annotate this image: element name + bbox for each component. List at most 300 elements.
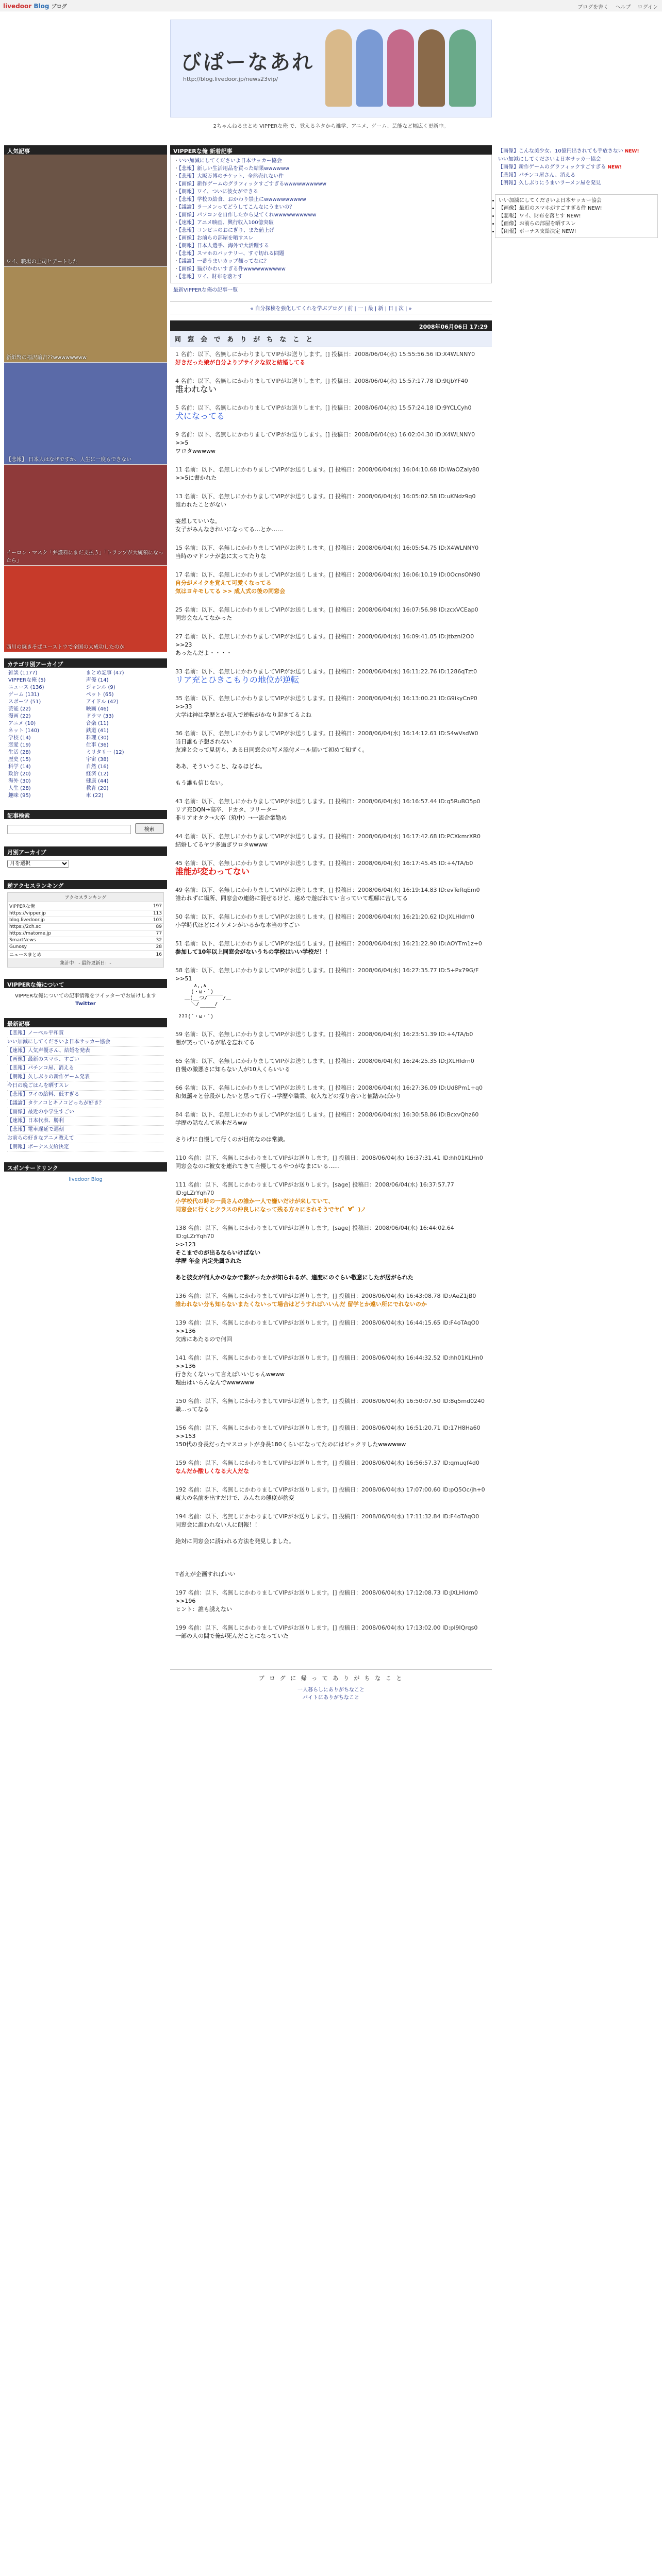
recent-article-link[interactable]: 【議論】タケノコとキノコどっちが好き？ bbox=[7, 1099, 164, 1108]
thread-post bbox=[175, 1354, 487, 1387]
main-content bbox=[170, 145, 492, 1702]
post-meta: 197 名前：以下、名無しにかわりましてVIPがお送りします。[] 投稿日：2008/06/04(水) 17:12:08.73 ID:JXLHldrn0 bbox=[175, 1589, 478, 1596]
post-text: 小学時代ほどにイケメンがいるかな本当のすごい bbox=[175, 922, 300, 928]
blog-title: びぱーなあれ bbox=[181, 50, 314, 74]
right-article-title: いい加減にしてくださいよ日本サッカー協会 bbox=[498, 157, 601, 162]
news-article-link[interactable]: ・ 【悲報】コンビニのおにぎり、また値上げ bbox=[174, 227, 488, 234]
post-text bbox=[175, 509, 487, 517]
post-text: 当時のマドンナが急に太ってたりな bbox=[175, 553, 266, 560]
post-meta: 33 名前：以下、名無しにかわりましてVIPがお送りします。[] 投稿日：2008/06/04(水) 16:11:22.76 ID:1286qTzt0 bbox=[175, 668, 477, 675]
thread-post bbox=[175, 1589, 487, 1614]
new-badge: NEW! bbox=[606, 165, 622, 170]
news-article-link[interactable]: ・ 【悲報】新しい生活用品を買った結果wwwwww bbox=[174, 165, 488, 173]
post-meta: 4 名前：以下、名無しにかわりましてVIPがお送りします。[] 投稿日：2008/06/04(水) 15:57:17.78 ID:9tjbYF40 bbox=[175, 378, 468, 384]
recent-article-link[interactable]: 【朗報】ボーナス支給決定 bbox=[7, 1143, 164, 1152]
thread-post bbox=[175, 1224, 487, 1282]
monthly-archive bbox=[4, 856, 167, 872]
post-text: 犬になってる bbox=[175, 411, 225, 421]
thread-post bbox=[175, 1319, 487, 1344]
post-meta: 192 名前：以下、名無しにかわりましてVIPがお送りします。[] 投稿日：2008/06/04(水) 17:07:00.60 ID:pQ5Oc/jh+0 bbox=[175, 1486, 485, 1493]
blog-url: http://blog.livedoor.jp/news23vip/ bbox=[183, 76, 278, 82]
post-meta: 5 名前：以下、名無しにかわりましてVIPがお送りします。[] 投稿日：2008/06/04(水) 15:57:24.18 ID:9YCLCyh0 bbox=[175, 404, 472, 411]
blog-header-banner[interactable] bbox=[170, 20, 492, 117]
related-heading: ブ ロ グ に 帰 っ て あ り が ち な こ と bbox=[170, 1669, 492, 1686]
ranking-row bbox=[8, 902, 163, 910]
recent-article-link[interactable]: お前らの好きなアニメ教えて bbox=[7, 1134, 164, 1143]
right-article-title: 【朗報】久しぶりにうまいラーメン屋を発見 bbox=[498, 180, 601, 186]
twitter-link[interactable]: Twitter bbox=[75, 1001, 96, 1007]
post-meta: 141 名前：以下、名無しにかわりましてVIPがお送りします。[] 投稿日：2008/06/04(水) 16:44:32.52 ID:hh01KLHn0 bbox=[175, 1354, 483, 1361]
character-illustration bbox=[449, 29, 476, 107]
archive-category-link[interactable]: スポーツ (51) bbox=[8, 699, 41, 705]
thread-post bbox=[175, 730, 487, 787]
post-meta: 138 名前：以下、名無しにかわりましてVIPがお送りします。[sage] 投稿日：2008/06/04(水) 16:44:02.64 ID:gLZrYqh70 bbox=[175, 1225, 454, 1240]
post-text: 150代の身長だったマスコットが身長180くらいになってたのにはビックリしたwwwwww bbox=[175, 1441, 406, 1448]
thread-post bbox=[175, 1459, 487, 1476]
thread-post bbox=[175, 1424, 487, 1449]
post-text: >>5に書かれた bbox=[175, 474, 217, 481]
post-text: 欠席にあたるので何回 bbox=[175, 1336, 232, 1343]
post-text: 自慢の激悪さに知らない人が10人くらいいる bbox=[175, 1066, 290, 1073]
thread-post bbox=[175, 1397, 487, 1414]
archive-row bbox=[7, 742, 164, 749]
post-text: 女子がみんなきれいになってる…とか…… bbox=[175, 526, 283, 533]
post-text: 誰われない分も知らないまたくないって場合はどうすればいいんだ 留学とか遠い所にでれないのか bbox=[175, 1301, 427, 1308]
thread-post bbox=[175, 859, 487, 876]
right-article-title: 【朗報】ボーナス支給決定 bbox=[499, 229, 560, 234]
post-text: 誰能が変わってない bbox=[175, 867, 250, 876]
thread-post bbox=[175, 571, 487, 596]
ranking-site-link[interactable]: https://matome.jp bbox=[8, 930, 143, 937]
popular-article-thumb[interactable]: 西川の焼きそばユーストウで全国の大成功したのか bbox=[4, 566, 167, 652]
right-article-title: いい加減にしてくださいよ日本サッカー協会 bbox=[499, 198, 602, 204]
right-news-box bbox=[495, 194, 658, 238]
recent-articles-heading: 最新記事 bbox=[4, 1018, 167, 1027]
post-text: もう誰も信じない。 bbox=[175, 779, 226, 786]
twitter-heading: VIPPERな俺について bbox=[4, 979, 167, 988]
news-article-link[interactable]: ・ 【悲報】学校の給食、おかわり禁止にwwwwwwwwww bbox=[174, 196, 488, 204]
archive-category-link[interactable]: VIPPERな俺 (5) bbox=[8, 677, 46, 683]
thread-post bbox=[175, 798, 487, 822]
ranking-row bbox=[8, 937, 163, 944]
blog-subtitle: 2ちゃんねるまとめ VIPPERな俺 で、覚えるネタから雑学、アニメ、ゲーム、芸能など幅広く更新中。 bbox=[213, 124, 449, 129]
news-article-link[interactable]: ・ 【議論】ラーメンってどうしてこんなにうまいの？ bbox=[174, 204, 488, 211]
help-link[interactable]: ヘルプ bbox=[615, 5, 631, 10]
access-ranking-heading: 逆アクセスランキング bbox=[4, 880, 167, 889]
post-text: 同窓会なのに彼女を連れてきて自慢してるやつがなまにいる…… bbox=[175, 1163, 340, 1170]
post-meta: 25 名前：以下、名無しにかわりましてVIPがお送りします。[] 投稿日：2008/06/04(水) 16:07:56.98 ID:zcxVCEap0 bbox=[175, 606, 478, 613]
news-article-link[interactable]: ・ いい加減にしてくださいよ日本サッカー協会 bbox=[174, 157, 488, 165]
article-search bbox=[4, 819, 167, 838]
right-article-link[interactable] bbox=[498, 156, 655, 163]
archive-category-link[interactable]: ジャンル (9) bbox=[86, 685, 115, 690]
right-article-link[interactable] bbox=[499, 197, 654, 205]
thread-post bbox=[175, 833, 487, 849]
post-text: 気はヨキモしてる >> 成人式の後の同窓会 bbox=[175, 588, 286, 595]
popular-article-thumb[interactable]: ワイ、職場の上司とデートした bbox=[4, 155, 167, 267]
recent-article-link[interactable]: 【悲報】電車遅延で遅刻 bbox=[7, 1126, 164, 1134]
post-text: 和気藹々と普段がしたいと思って行く→学歴や職業、収入などの探り合いと値踏みばかり bbox=[175, 1093, 402, 1099]
archive-category-link[interactable]: 宇宙 (38) bbox=[86, 757, 109, 762]
post-meta: 15 名前：以下、名無しにかわりましてVIPがお送りします。[] 投稿日：2008/06/04(水) 16:05:54.75 ID:X4WLNNY0 bbox=[175, 545, 479, 551]
recent-article-link[interactable]: 【画像】最新のスマホ、すごい bbox=[7, 1056, 164, 1064]
news-article-link[interactable]: ・ 【画像】猫がかわいすぎる件wwwwwwwwww bbox=[174, 265, 488, 273]
post-text: >>23 bbox=[175, 641, 192, 648]
archive-category-link[interactable]: 学校 (14) bbox=[8, 735, 31, 741]
post-text: >>33 bbox=[175, 703, 192, 710]
thread-post bbox=[175, 493, 487, 534]
post-meta: 199 名前：以下、名無しにかわりましてVIPがお送りします。[] 投稿日：2008/06/04(水) 17:13:02.00 ID:pl9IQrqs0 bbox=[175, 1624, 478, 1631]
thread-post bbox=[175, 1292, 487, 1309]
post-text: 誰われずに場所、同窓会の連絡に混ぜるけど、遠めで遊ばれてい言っていて理解に苦してる bbox=[175, 895, 408, 902]
thread-post bbox=[175, 668, 487, 684]
entry-body bbox=[170, 347, 492, 1654]
character-illustration bbox=[418, 29, 445, 107]
post-text: 同窓会なんてなかった bbox=[175, 615, 232, 621]
post-meta: 45 名前：以下、名無しにかわりましてVIPがお送りします。[] 投稿日：2008/06/04(水) 16:17:45.45 ID:+4/TA/b0 bbox=[175, 860, 473, 867]
archive-category-link[interactable]: 経済 (12) bbox=[86, 771, 109, 777]
ranking-count: 197 bbox=[143, 902, 163, 910]
livedoor-topbar bbox=[0, 0, 662, 11]
archive-row bbox=[7, 706, 164, 713]
archive-category-link[interactable]: 恋愛 (19) bbox=[8, 742, 31, 748]
ranking-site-link[interactable]: VIPPERな俺 bbox=[8, 902, 143, 910]
ranking-count: 28 bbox=[143, 944, 163, 951]
archive-category-link[interactable]: 人生 (28) bbox=[8, 786, 31, 791]
archive-category-link[interactable]: 生活 (28) bbox=[8, 750, 31, 755]
thread-post bbox=[175, 1513, 487, 1579]
post-meta: 65 名前：以下、名無しにかわりましてVIPがお送りします。[] 投稿日：2008/06/04(水) 16:24:25.35 ID:JXLHldrn0 bbox=[175, 1058, 474, 1064]
thread-post bbox=[175, 913, 487, 929]
ranking-count: 16 bbox=[143, 951, 163, 959]
thread-post bbox=[175, 1030, 487, 1047]
livedoor-logo[interactable]: livedoor Blog ブログ bbox=[3, 3, 67, 10]
archive-row bbox=[7, 677, 164, 684]
ranking-row bbox=[8, 924, 163, 930]
character-illustration bbox=[325, 29, 352, 107]
popular-article-thumb[interactable]: イーロン・マスク「弁護料にまだ支払う」「トランプが大統領になったら」 bbox=[4, 465, 167, 566]
ranking-footer: 集計中：- 最終更新日：- bbox=[8, 958, 163, 967]
ranking-title: アクセスランキング bbox=[8, 893, 163, 902]
article-search-heading: 記事検索 bbox=[4, 810, 167, 819]
thread-post bbox=[175, 967, 487, 1020]
archive-category-link[interactable]: 鉄道 (41) bbox=[86, 728, 109, 734]
archive-row bbox=[7, 720, 164, 727]
recent-article-link[interactable]: 【画像】最近の小学生すごい bbox=[7, 1108, 164, 1117]
new-badge: NEW! bbox=[586, 206, 602, 211]
archive-row bbox=[7, 756, 164, 764]
right-article-link[interactable] bbox=[499, 220, 654, 228]
right-article-title: 【悲報】パチンコ屋さん、消える bbox=[498, 173, 576, 178]
post-text: 行きたくないって言えばいいじゃんwwww bbox=[175, 1371, 285, 1378]
post-text bbox=[175, 1546, 487, 1554]
post-meta: 11 名前：以下、名無しにかわりましてVIPがお送りします。[] 投稿日：2008/06/04(水) 16:04:10.68 ID:WaOZaly80 bbox=[175, 466, 479, 473]
archive-row bbox=[7, 670, 164, 677]
archive-category-link[interactable]: 海外 (30) bbox=[8, 778, 31, 784]
post-text bbox=[175, 1562, 487, 1570]
post-text: 当日誰も予想されない bbox=[175, 738, 232, 745]
archive-category-link[interactable]: まとめ記事 (47) bbox=[86, 670, 124, 676]
archive-category-link[interactable]: ミリタリー (12) bbox=[86, 750, 124, 755]
post-text: 学歴の話なんて基本だろww bbox=[175, 1120, 247, 1126]
character-illustration bbox=[356, 29, 383, 107]
archive-category-link[interactable]: ペット (65) bbox=[86, 692, 114, 698]
archive-row bbox=[7, 691, 164, 699]
thread-post bbox=[175, 377, 487, 394]
post-meta: 49 名前：以下、名無しにかわりましてVIPがお送りします。[] 投稿日：2008/06/04(水) 16:19:14.83 ID:evTeRqEm0 bbox=[175, 887, 480, 893]
right-article-title: 【悲報】ワイ、財布を落とす bbox=[499, 213, 565, 219]
post-text: 非リアオタク→大卒（筑中）→一流企業勤め bbox=[175, 815, 287, 821]
recent-article-link[interactable]: いい加減にしてくださいよ日本サッカー協会 bbox=[7, 1038, 164, 1047]
post-text: 自分がメイクを覚えて可愛くなってる bbox=[175, 580, 272, 586]
post-text: >>136 bbox=[175, 1363, 196, 1369]
archive-category-link[interactable]: 健康 (44) bbox=[86, 778, 109, 784]
post-text: さりげに自慢して行くのが目的なのは常識。 bbox=[175, 1136, 289, 1143]
post-meta: 66 名前：以下、名無しにかわりましてVIPがお送りします。[] 投稿日：2008/06/04(水) 16:27:36.09 ID:Ud8Pm1+q0 bbox=[175, 1084, 483, 1091]
news-article-link[interactable]: ・ 【悲報】スマホのバッテリー、すぐ切れる問題 bbox=[174, 250, 488, 258]
archive-category-link[interactable]: 料理 (30) bbox=[86, 735, 109, 741]
ranking-row bbox=[8, 917, 163, 924]
post-text: >>51 bbox=[175, 975, 192, 982]
archive-row bbox=[7, 792, 164, 800]
right-sidebar bbox=[495, 145, 658, 238]
post-text: 誰われない bbox=[175, 384, 217, 394]
post-meta: 50 名前：以下、名無しにかわりましてVIPがお送りします。[] 投稿日：2008/06/04(水) 16:21:20.62 ID:JXLHldrn0 bbox=[175, 913, 474, 920]
post-text: ワロタwwwww bbox=[175, 448, 216, 454]
thread-post bbox=[175, 606, 487, 622]
post-meta: 27 名前：以下、名無しにかわりましてVIPがお送りします。[] 投稿日：2008/06/04(水) 16:09:41.05 ID:jtbznl2O0 bbox=[175, 633, 474, 640]
ranking-count: 103 bbox=[143, 917, 163, 924]
archive-category-link[interactable]: 科学 (14) bbox=[8, 764, 31, 770]
recent-article-link[interactable]: 【朗報】久しぶりの新作ゲーム発表 bbox=[7, 1073, 164, 1082]
thread-post bbox=[175, 466, 487, 482]
recent-article-link[interactable]: 【悲報】ノーベル平和賞 bbox=[7, 1029, 164, 1038]
post-meta: 51 名前：以下、名無しにかわりましてVIPがお送りします。[] 投稿日：2008/06/04(水) 16:21:22.90 ID:AOYTm1z+0 bbox=[175, 940, 482, 947]
recent-article-link[interactable]: 【悲報】ワイの給料、低すぎる bbox=[7, 1091, 164, 1099]
related-links bbox=[170, 1686, 492, 1702]
news-article-link[interactable]: ・ 【悲報】ワイ、財布を落とす bbox=[174, 273, 488, 281]
post-text: 理由はいらんなんでwwwwww bbox=[175, 1379, 254, 1386]
thread-post bbox=[175, 544, 487, 561]
archive-category-link[interactable]: 映画 (46) bbox=[86, 706, 109, 712]
archive-category-link[interactable]: 教育 (20) bbox=[86, 786, 109, 791]
archive-category-link[interactable]: ゲーム (131) bbox=[8, 692, 40, 698]
right-article-title: 【画像】新作ゲームのグラフィックすごすぎる bbox=[498, 164, 606, 170]
post-meta: 111 名前：以下、名無しにかわりましてVIPがお送りします。[sage] 投稿日：2008/06/04(水) 16:37:57.77 ID:gLZrYqh70 bbox=[175, 1181, 454, 1196]
ranking-row bbox=[8, 930, 163, 937]
more-articles-link[interactable]: 最新VIPPERな俺の記事一覧 bbox=[173, 287, 238, 293]
ranking-site-link[interactable]: Gunosy bbox=[8, 944, 143, 951]
post-text: リア充DQN→高卒、ドカタ、フリーター bbox=[175, 806, 278, 813]
thread-post bbox=[175, 940, 487, 956]
archive-category-link[interactable]: ニュース (136) bbox=[8, 685, 44, 690]
month-select[interactable] bbox=[7, 860, 69, 868]
post-meta: 44 名前：以下、名無しにかわりましてVIPがお送りします。[] 投稿日：2008/06/04(水) 16:17:42.68 ID:PCXkmrXR0 bbox=[175, 833, 481, 840]
archive-category-link[interactable]: 車 (22) bbox=[86, 793, 104, 799]
ranking-site-link[interactable]: https://2ch.sc bbox=[8, 924, 143, 930]
post-text: 友達と会って見切ら、ある日同窓会の写メ添付メール届いて初めて知ずく。 bbox=[175, 747, 368, 753]
post-text: 一部の人の間で俺が死んだことになっていた bbox=[175, 1633, 289, 1639]
ranking-count: 32 bbox=[143, 937, 163, 944]
right-news-list bbox=[495, 145, 658, 189]
post-text: なんだか酸しくなる大人だな bbox=[175, 1468, 249, 1475]
right-article-link[interactable] bbox=[498, 179, 655, 187]
twitter-box: VIPPERな俺についての記事情報をツイッターでお届けします Twitter bbox=[4, 988, 167, 1010]
post-meta: 35 名前：以下、名無しにかわりましてVIPがお送りします。[] 投稿日：2008/06/04(水) 16:13:00.21 ID:G9ikyCnP0 bbox=[175, 695, 477, 702]
news-article-link[interactable]: ・ 【画像】新作ゲームのグラフィックすごすぎるwwwwwwwwww bbox=[174, 180, 488, 188]
thread-post bbox=[175, 1154, 487, 1171]
ranking-count: 89 bbox=[143, 924, 163, 930]
write-blog-link[interactable]: ブログを書く bbox=[577, 5, 609, 10]
post-meta: 43 名前：以下、名無しにかわりましてVIPがお送りします。[] 投稿日：2008/06/04(水) 16:16:57.44 ID:g5RuBO5p0 bbox=[175, 798, 481, 805]
archive-category-link[interactable]: 自然 (16) bbox=[86, 764, 109, 770]
post-text bbox=[175, 771, 487, 779]
archive-row bbox=[7, 764, 164, 771]
archive-row bbox=[7, 778, 164, 785]
ranking-site-link[interactable]: blog.livedoor.jp bbox=[8, 917, 143, 924]
recent-articles bbox=[4, 1027, 167, 1154]
post-text: 参加して10年以上同窓会がないうちの学校はいい学校だ！！ bbox=[175, 948, 331, 955]
right-article-link[interactable] bbox=[499, 205, 654, 212]
post-text: 大学は神は学歴とか収入で逆転がかなり起きてるよね bbox=[175, 711, 311, 718]
post-text: 誰われたことがない bbox=[175, 501, 226, 508]
new-badge: NEW! bbox=[565, 213, 581, 219]
archive-row bbox=[7, 727, 164, 735]
news-list bbox=[170, 155, 492, 283]
post-text: T者えが企画すればいい bbox=[175, 1571, 236, 1578]
post-text bbox=[175, 1127, 487, 1136]
entry-date: 2008年06月06日 17:29 bbox=[170, 320, 492, 331]
archive-row bbox=[7, 699, 164, 706]
post-text bbox=[175, 1554, 487, 1562]
recent-article-link[interactable]: 【速報】日本代表、勝利 bbox=[7, 1117, 164, 1126]
post-text: 職...ってなる bbox=[175, 1406, 209, 1413]
recent-article-link[interactable]: 【速報】人気声優さん、結婚を発表 bbox=[7, 1047, 164, 1056]
login-link[interactable]: ログイン bbox=[637, 5, 658, 10]
post-meta: 17 名前：以下、名無しにかわりましてVIPがお送りします。[] 投稿日：2008/06/04(水) 16:06:10.19 ID:0OcnsON90 bbox=[175, 571, 481, 578]
ranking-site-link[interactable]: https://vipper.jp bbox=[8, 910, 143, 917]
archive-row bbox=[7, 684, 164, 691]
post-meta: 156 名前：以下、名無しにかわりましてVIPがお送りします。[] 投稿日：2008/06/04(水) 16:51:20.71 ID:17H8Ha60 bbox=[175, 1425, 481, 1431]
news-article-link[interactable]: ・ 【速報】アニメ映画、興行収入100億突破 bbox=[174, 219, 488, 227]
post-text: 絶対に同窓会に誘われる方法を発見しました。 bbox=[175, 1538, 294, 1545]
sponsor-link[interactable]: livedoor Blog bbox=[69, 1177, 103, 1182]
left-sidebar bbox=[4, 145, 167, 1188]
archive-category-link[interactable]: 歴史 (15) bbox=[8, 757, 31, 762]
post-meta: 110 名前：以下、名無しにかわりましてVIPがお送りします。[] 投稿日：2008/06/04(水) 16:37:31.41 ID:hh01KLHn0 bbox=[175, 1155, 483, 1161]
post-text: >>196 bbox=[175, 1598, 196, 1604]
popular-article-thumb[interactable]: 新紙幣の福沢諭吉??wwwwwwww bbox=[4, 267, 167, 363]
related-link[interactable]: 一人暮らしにありがちなこと bbox=[297, 1687, 365, 1693]
news-article-link[interactable]: ・ 【朗報】ワイ、ついに彼女ができる bbox=[174, 188, 488, 196]
post-text: リア充とひきこもりの地位が逆転 bbox=[175, 675, 300, 685]
post-text: 闇が笑っているが私を忘れてる bbox=[175, 1039, 255, 1046]
thread-post bbox=[175, 404, 487, 420]
right-article-link[interactable] bbox=[498, 172, 655, 179]
right-article-link[interactable] bbox=[499, 228, 654, 235]
news-article-link[interactable]: ・ 【画像】お前らの部屋を晒すスレ bbox=[174, 234, 488, 242]
archive-category-link[interactable]: 漫画 (22) bbox=[8, 714, 31, 719]
search-input[interactable] bbox=[7, 825, 131, 834]
ranking-count: 113 bbox=[143, 910, 163, 917]
thread-post bbox=[175, 1057, 487, 1074]
post-text bbox=[175, 1265, 487, 1274]
recent-article-link[interactable]: 今日の晩ごはんを晒すスレ bbox=[7, 1082, 164, 1091]
search-button[interactable]: 検索 bbox=[135, 823, 164, 834]
right-article-link[interactable] bbox=[498, 163, 655, 172]
news-article-link[interactable]: ・ 【画像】パソコンを自作したから見てくれwwwwwwwwww bbox=[174, 211, 488, 219]
archive-category-link[interactable]: 政治 (20) bbox=[8, 771, 31, 777]
thread-post bbox=[175, 633, 487, 657]
news-article-link[interactable]: ・ 【議論】一番うまいカップ麺ってなに？ bbox=[174, 258, 488, 265]
popular-article-thumb[interactable]: 【悲報】 日本人はなぜですか、人生に一度もできない bbox=[4, 363, 167, 465]
news-article-link[interactable]: ・ 【朗報】日本人選手、海外で大活躍する bbox=[174, 242, 488, 250]
post-text bbox=[175, 1529, 487, 1537]
post-text bbox=[175, 754, 487, 762]
ranking-site-link[interactable]: SmartNews bbox=[8, 937, 143, 944]
post-text: 小学校代の時の一員さんの誰か一人で嫌いだけが来していて、 bbox=[175, 1198, 334, 1205]
post-text: >>123 bbox=[175, 1241, 196, 1248]
post-text: ああ、そういうこと、なるほどね。 bbox=[175, 763, 266, 770]
news-heading: VIPPERな俺 新着記事 bbox=[170, 145, 492, 155]
archive-category-link[interactable]: アニメ (10) bbox=[8, 721, 36, 726]
archive-category-link[interactable]: 芸能 (22) bbox=[8, 706, 31, 712]
archive-category-link[interactable]: 趣味 (95) bbox=[8, 793, 31, 799]
archive-category-link[interactable]: 仕事 (36) bbox=[86, 742, 109, 748]
ranking-site-link[interactable]: ニュースまとめ bbox=[8, 951, 143, 959]
ranking-row bbox=[8, 951, 163, 959]
thread-post bbox=[175, 1111, 487, 1144]
post-text: >>153 bbox=[175, 1433, 196, 1439]
right-article-link[interactable] bbox=[499, 212, 654, 220]
right-article-link[interactable] bbox=[498, 147, 655, 156]
post-meta: 194 名前：以下、名無しにかわりましてVIPがお送りします。[] 投稿日：2008/06/04(水) 17:11:32.84 ID:F4oTAqO0 bbox=[175, 1513, 479, 1520]
archive-category-link[interactable]: ドラマ (33) bbox=[86, 714, 114, 719]
post-meta: 84 名前：以下、名無しにかわりましてVIPがお送りします。[] 投稿日：2008/06/04(水) 16:30:58.86 ID:BcxvQhz60 bbox=[175, 1111, 479, 1118]
popular-articles-heading: 人気記事 bbox=[4, 145, 167, 155]
post-meta: 159 名前：以下、名無しにかわりましてVIPがお送りします。[] 投稿日：2008/06/04(水) 16:56:57.37 ID:qmuqf4d0 bbox=[175, 1460, 479, 1466]
entry-pager[interactable]: « 自分探検を強化してくれを学ぶブログ | 前 | 一 | 最 | 新 | 日 | 次 | » bbox=[170, 301, 492, 314]
recent-article-link[interactable]: 【悲報】パチンコ屋、消える bbox=[7, 1064, 164, 1073]
category-archive bbox=[4, 668, 167, 802]
archive-category-link[interactable]: 音楽 (11) bbox=[86, 721, 109, 726]
new-badge: NEW! bbox=[560, 229, 576, 234]
archive-category-link[interactable]: 声優 (14) bbox=[86, 677, 109, 683]
post-meta: 9 名前：以下、名無しにかわりましてVIPがお送りします。[] 投稿日：2008/06/04(水) 16:02:04.30 ID:X4WLNNY0 bbox=[175, 431, 475, 438]
post-meta: 136 名前：以下、名無しにかわりましてVIPがお送りします。[] 投稿日：2008/06/04(水) 16:43:08.78 ID:/AeZ1jB0 bbox=[175, 1293, 476, 1299]
post-meta: 58 名前：以下、名無しにかわりましてVIPがお送りします。[] 投稿日：2008/06/04(水) 16:27:35.77 ID:5+Px79G/F bbox=[175, 967, 479, 974]
post-text: あったんだよ・・・・ bbox=[175, 650, 232, 656]
post-text: あと彼女が何人かのなかで繋がったかが知られるが、適度にのぐらい敬意にしたが居がられた bbox=[175, 1274, 413, 1281]
archive-category-link[interactable]: アイドル (42) bbox=[86, 699, 119, 705]
ranking-row bbox=[8, 910, 163, 917]
archive-row bbox=[7, 749, 164, 756]
post-meta: 36 名前：以下、名無しにかわりましてVIPがお送りします。[] 投稿日：2008/06/04(水) 16:14:12.61 ID:S4wVsdW0 bbox=[175, 730, 478, 737]
post-text: 好きだった娘が自分よりブサイクな奴と結婚してる bbox=[175, 359, 306, 366]
archive-row bbox=[7, 771, 164, 778]
thread-post bbox=[175, 431, 487, 455]
archive-category-link[interactable]: 雑談 (1177) bbox=[8, 670, 38, 676]
news-article-link[interactable]: ・ 【悲報】大阪万博のチケット、全然売れない件 bbox=[174, 173, 488, 180]
thread-post bbox=[175, 886, 487, 903]
entry-title[interactable]: 同 窓 会 で あ り が ち な こ と bbox=[170, 331, 492, 347]
related-link[interactable]: バイトにありがちなこと bbox=[303, 1695, 359, 1701]
thread-post bbox=[175, 1084, 487, 1100]
topbar-links bbox=[572, 3, 658, 10]
post-meta: 139 名前：以下、名無しにかわりましてVIPがお送りします。[] 投稿日：2008/06/04(水) 16:44:15.65 ID:F4oTAqO0 bbox=[175, 1319, 479, 1326]
archive-category-link[interactable]: ネット (140) bbox=[8, 728, 40, 734]
post-text: 同窓会に行くとクラスの仲良しになって残る方々にされそうでヤ(゜∀゜)ノ bbox=[175, 1206, 367, 1213]
